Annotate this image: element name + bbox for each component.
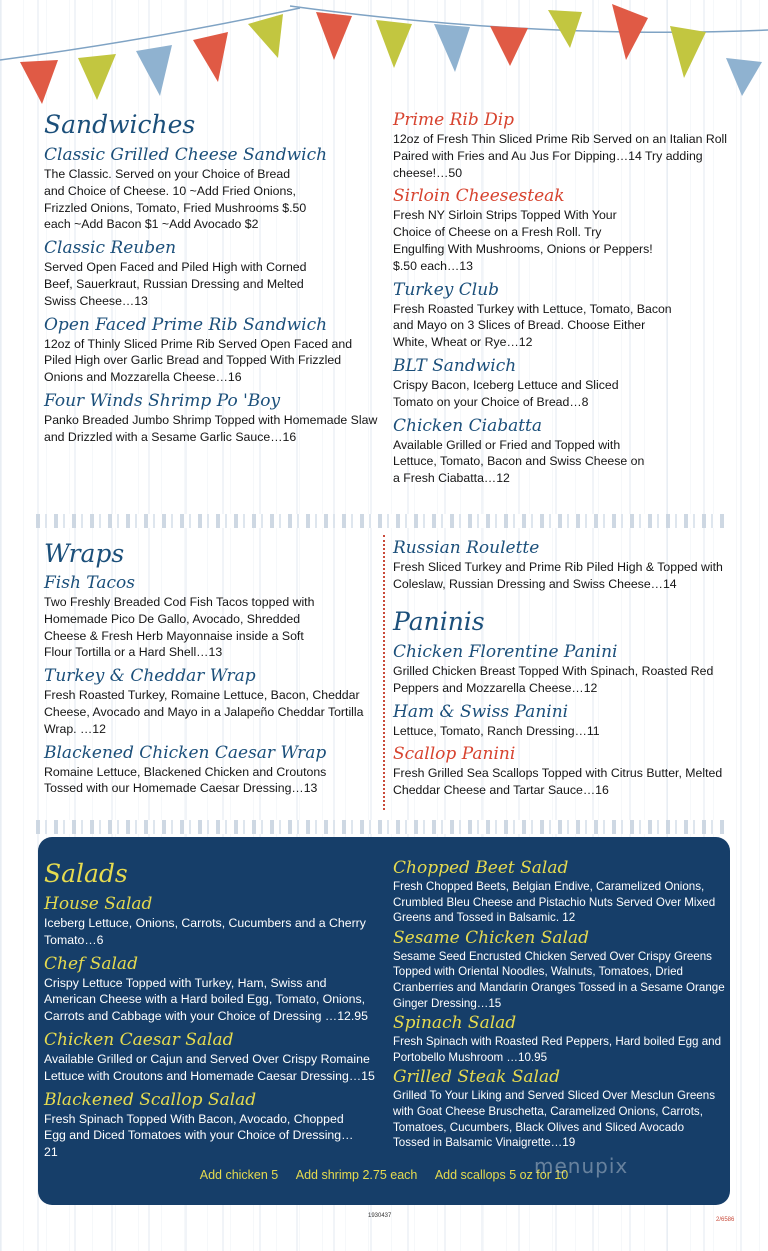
item-name: Chicken Florentine Panini	[393, 642, 618, 662]
item-desc: Served Open Faced and Piled High with Corned Beef, Sauerkraut, Russian Dressing and Melted Swiss Cheese…13	[44, 260, 307, 308]
menu-item	[44, 145, 384, 233]
menu-item	[44, 391, 384, 446]
menu-item	[393, 702, 733, 740]
addon-shrimp: Add shrimp 2.75 each	[295, 1168, 418, 1182]
item-name: Ham & Swiss Panini	[393, 701, 569, 722]
paninis-column	[393, 642, 733, 804]
print-code: 1930437	[368, 1213, 392, 1219]
menu-item	[393, 858, 727, 926]
item-name: Grilled Steak Salad	[393, 1067, 560, 1088]
item-name: Scallop Panini	[393, 744, 516, 765]
item-name: Prime Rib Dip	[393, 110, 515, 130]
item-name: Spinach Salad	[393, 1013, 517, 1034]
item-desc: Sesame Seed Encrusted Chicken Served Over Crispy Greens Topped with Oriental Noodles, Walnuts, Tomatoes, Dried Cranberries and Mandarin Oranges Tossed in a Sesame Orange Ginger Dressing…15	[393, 949, 725, 1010]
item-desc: Fresh Chopped Beets, Belgian Endive, Caramelized Onions, Crumbled Bleu Cheese and Pistachio Nuts Served Over Mixed Greens and Tossed in Balsamic. 12	[393, 880, 716, 925]
item-desc: Iceberg Lettuce, Onions, Carrots, Cucumbers and a Cherry Tomato…6	[44, 916, 366, 947]
item-desc: Grilled To Your Liking and Served Sliced Over Mesclun Greens with Goat Cheese Bruschetta, Caramelized Onions, Carrots, Tomatoes, Cucumbers, Black Olives and Sliced Avocado Tossed in Balsamic Vinaigrette…19	[393, 1089, 716, 1150]
divider-ribbon	[36, 820, 726, 834]
item-desc: Fresh Roasted Turkey with Lettuce, Tomato, Bacon and Mayo on 3 Slices of Bread. Choose Either White, Wheat or Rye…12	[393, 301, 672, 350]
menu-item	[44, 1030, 384, 1085]
salads-panel	[38, 837, 730, 1205]
item-name: Fish Tacos	[44, 573, 135, 593]
item-name: Blackened Scallop Salad	[44, 1089, 257, 1110]
item-desc: 12oz of Thinly Sliced Prime Rib Served Open Faced and Piled High over Garlic Bread and Topped With Frizzled Onions and Mozzarella Cheese…16	[44, 336, 353, 385]
item-name: Sesame Chicken Salad	[393, 927, 590, 948]
menu-item	[44, 238, 384, 309]
wraps-title: Wraps	[44, 539, 125, 568]
bunting-banner	[0, 0, 768, 110]
item-desc: Fresh NY Sirloin Strips Topped With Your Choice of Cheese on a Fresh Roll. Try Engulfing With Mushrooms, Onions or Peppers! $.50 each…13	[393, 208, 653, 273]
menu-item	[44, 315, 384, 386]
column-divider	[383, 535, 385, 810]
item-desc: Romaine Lettuce, Blackened Chicken and Croutons Tossed with our Homemade Caesar Dressing…13	[44, 764, 327, 796]
item-name: Open Faced Prime Rib Sandwich	[44, 314, 328, 335]
item-name: Blackened Chicken Caesar Wrap	[44, 742, 327, 763]
salads-title: Salads	[44, 859, 128, 888]
menu-item	[393, 416, 733, 487]
item-desc: Fresh Spinach with Roasted Red Peppers, Hard boiled Egg and Portobello Mushroom …10.95	[393, 1035, 722, 1064]
item-name: Chopped Beet Salad	[393, 858, 569, 878]
sandwiches-left-column	[44, 145, 384, 451]
item-desc: Available Grilled or Fried and Topped with Lettuce, Tomato, Bacon and Swiss Cheese on a Fresh Ciabatta…12	[393, 437, 645, 486]
menu-item	[393, 744, 733, 799]
item-name: Classic Grilled Cheese Sandwich	[44, 145, 328, 165]
item-name: Sirloin Cheesesteak	[393, 186, 565, 207]
menu-item	[44, 666, 384, 737]
divider-ribbon	[36, 514, 726, 528]
item-desc: Fresh Roasted Turkey, Romaine Lettuce, Bacon, Cheddar Cheese, Avocado and Mayo in a Jalapeño Cheddar Tortilla Wrap. …12	[44, 688, 364, 736]
menu-item	[44, 573, 384, 661]
item-name: Turkey Club	[393, 279, 500, 300]
item-name: Chef Salad	[44, 953, 138, 974]
menu-item	[393, 280, 733, 351]
item-name: Chicken Caesar Salad	[44, 1029, 234, 1050]
menu-item	[44, 1090, 384, 1161]
russian-roulette	[393, 538, 733, 598]
paninis-title: Paninis	[393, 607, 485, 636]
addon-chicken: Add chicken 5	[199, 1168, 279, 1182]
menu-item	[44, 894, 384, 949]
item-desc: Crispy Lettuce Topped with Turkey, Ham, Swiss and American Cheese with a Hard boiled Egg, Tomato, Onions, Carrots and Cabbage with your Choice of Dressing …12.95	[44, 975, 368, 1024]
item-desc: Panko Breaded Jumbo Shrimp Topped with Homemade Slaw and Drizzled with a Sesame Garlic Sauce…16	[44, 412, 378, 444]
item-desc: 12oz of Fresh Thin Sliced Prime Rib Served on an Italian Roll Paired with Fries and Au Jus For Dipping…14 Try adding cheese!…50	[393, 132, 728, 180]
item-name: Classic Reuben	[44, 238, 177, 259]
salads-left-column	[44, 894, 384, 1166]
item-desc: Available Grilled or Cajun and Served Over Crispy Romaine Lettuce with Croutons and Homemade Caesar Dressing…15	[44, 1051, 375, 1083]
item-name: Russian Roulette	[393, 538, 540, 558]
menupix-watermark: menupix	[534, 1154, 629, 1178]
menu-item	[393, 356, 733, 411]
item-name: Turkey & Cheddar Wrap	[44, 666, 256, 687]
sandwiches-right-column	[393, 110, 733, 492]
menu-item	[393, 1067, 727, 1150]
item-name: House Salad	[44, 894, 153, 914]
item-desc: Grilled Chicken Breast Topped With Spinach, Roasted Red Peppers and Mozzarella Cheese…12	[393, 664, 714, 695]
menu-item	[44, 743, 384, 798]
item-desc: Fresh Sliced Turkey and Prime Rib Piled High & Topped with Coleslaw, Russian Dressing and Swiss Cheese…14	[393, 560, 723, 591]
menu-item	[44, 954, 384, 1025]
menu-item	[393, 928, 727, 1011]
item-desc: Crispy Bacon, Iceberg Lettuce and Sliced Tomato on your Choice of Bread…8	[393, 377, 619, 409]
menu-item	[393, 538, 733, 593]
item-name: Four Winds Shrimp Po 'Boy	[44, 390, 281, 411]
item-name: Chicken Ciabatta	[393, 415, 543, 436]
wraps-column	[44, 573, 384, 802]
menu-item	[393, 642, 733, 697]
item-desc: The Classic. Served on your Choice of Bread and Choice of Cheese. 10 ~Add Fried Onions, Frizzled Onions, Tomato, Fried Mushrooms $.50 each ~Add Bacon $1 ~Add Avocado $2	[44, 167, 307, 232]
addon-scallops: Add scallops 5 oz for 10	[434, 1168, 569, 1182]
item-desc: Fresh Grilled Sea Scallops Topped with Citrus Butter, Melted Cheddar Cheese and Tartar Sauce…16	[393, 766, 723, 798]
sandwiches-title: Sandwiches	[44, 110, 196, 139]
print-code-secondary: 2/6586	[716, 1217, 735, 1223]
item-desc: Fresh Spinach Topped With Bacon, Avocado, Chopped Egg and Diced Tomatoes with your Choice of Dressing…21	[44, 1111, 354, 1160]
salads-right-column	[393, 858, 727, 1153]
item-desc: Two Freshly Breaded Cod Fish Tacos topped with Homemade Pico De Gallo, Avocado, Shredded Cheese & Fresh Herb Mayonnaise inside a Soft Flour Tortilla or a Hard Shell…13	[44, 595, 315, 660]
menu-item	[393, 1013, 727, 1065]
menu-item	[393, 186, 733, 274]
item-name: BLT Sandwich	[393, 355, 517, 376]
menu-item	[393, 110, 733, 181]
item-desc: Lettuce, Tomato, Ranch Dressing…11	[393, 723, 600, 738]
